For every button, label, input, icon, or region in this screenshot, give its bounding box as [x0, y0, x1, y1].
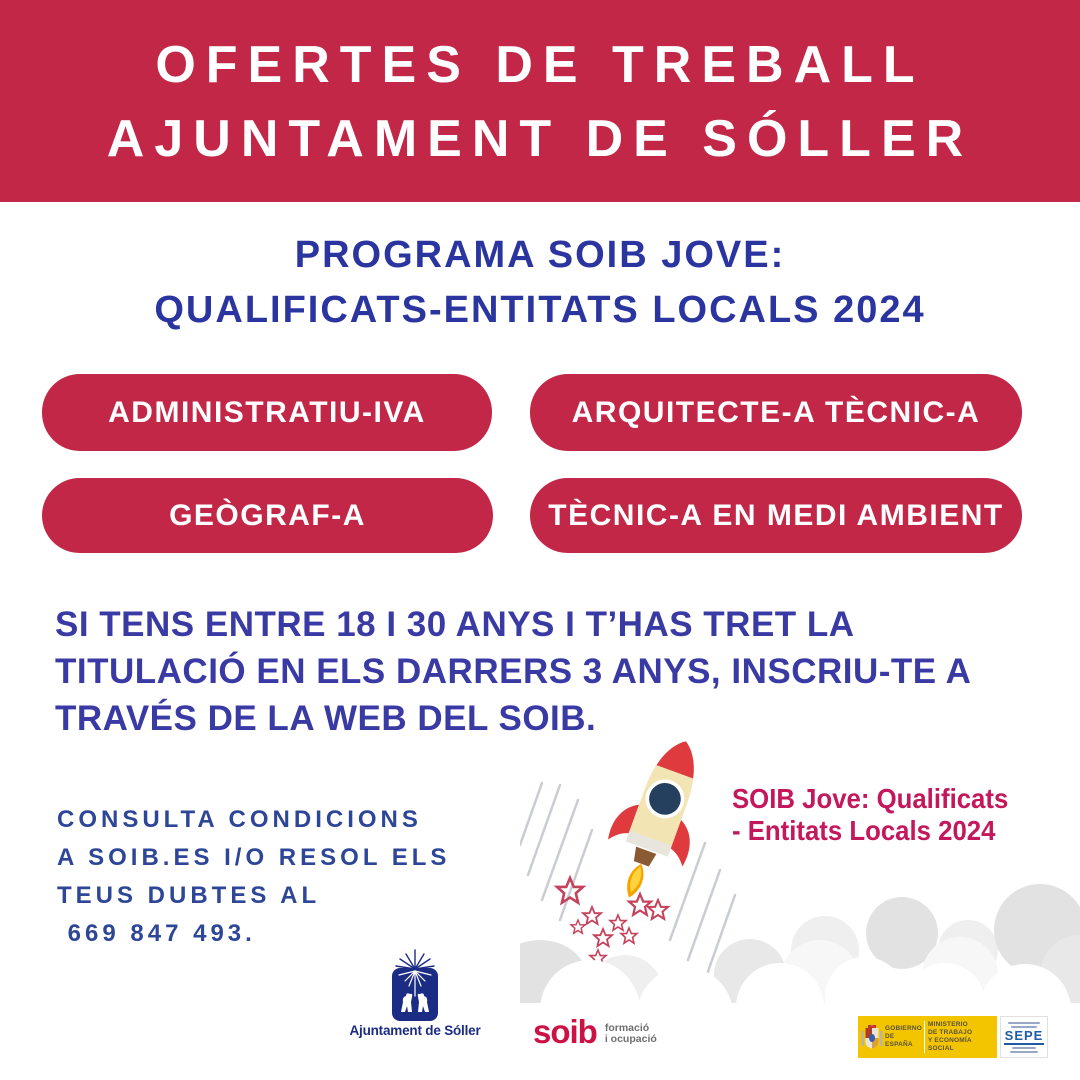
caption-line-2: - Entitats Locals 2024 [732, 815, 996, 846]
soib-tagline [605, 1023, 657, 1045]
position-pill-label: ADMINISTRATIU-IVA [108, 395, 426, 429]
contact-line-3: TEUS DUBTES AL [57, 882, 321, 909]
ajuntament-emblem-icon [385, 944, 445, 1022]
header-banner [0, 0, 1080, 202]
contact-line-1: CONSULTA CONDICIONS [57, 806, 422, 833]
ministerio-text [928, 1021, 988, 1053]
soib-tagline-line-2: i ocupació [604, 1033, 657, 1045]
ministerio-line-3: Y ECONOMÍA SOCIAL [928, 1037, 972, 1052]
position-pill-tecnic-medi-ambient [530, 478, 1022, 553]
contact-text [57, 801, 450, 953]
government-logos [858, 1016, 1048, 1058]
sepe-fine-print-bar [1008, 1022, 1040, 1024]
eligibility-line-3: TRAVÉS DE LA WEB DEL SOIB. [55, 699, 597, 738]
caption-line-1: SOIB Jove: Qualificats [732, 783, 1009, 814]
program-title-line-2: QUALIFICATS-ENTITATS LOCALS 2024 [154, 289, 926, 331]
position-pill-label: TÈCNIC-A EN MEDI AMBIENT [548, 498, 1004, 532]
program-title-line-1: PROGRAMA SOIB JOVE: [294, 234, 786, 276]
spain-coat-of-arms-icon [861, 1022, 883, 1052]
illustration-caption [732, 783, 1008, 847]
eligibility-line-2: TITULACIÓ EN ELS DARRERS 3 ANYS, INSCRIU-TE A [55, 652, 972, 691]
banner-line-2: AJUNTAMENT DE SÓLLER [106, 110, 974, 168]
sepe-fine-print-bar [1012, 1047, 1036, 1049]
soib-logo [533, 1014, 657, 1050]
eligibility-line-1: SI TENS ENTRE 18 I 30 ANYS I T’HAS TRET LA [55, 605, 855, 644]
gobierno-line-2: DE ESPAÑA [885, 1033, 913, 1048]
gobierno-text [885, 1025, 921, 1049]
sepe-logo [1000, 1016, 1048, 1058]
program-title [0, 228, 1080, 338]
contact-phone: 669 847 493. [57, 920, 256, 947]
rocket-icon [591, 727, 724, 911]
ajuntament-label: Ajuntament de Sóller [349, 1023, 481, 1038]
sepe-fine-print-bar [1010, 1051, 1038, 1053]
gov-divider [924, 1021, 925, 1053]
position-pill-arquitecte [530, 374, 1022, 451]
position-pill-administratiu [42, 374, 492, 451]
soib-jove-illustration [520, 725, 1080, 1015]
position-pill-label: ARQUITECTE-A TÈCNIC-A [571, 395, 981, 429]
position-pill-geograf [42, 478, 493, 553]
clouds [520, 884, 1080, 1015]
contact-line-2: A SOIB.ES I/O RESOL ELS [57, 844, 451, 871]
position-pill-label: GEÒGRAF-A [169, 498, 366, 532]
rocket-clouds-graphic [520, 725, 1080, 1015]
ministerio-line-1: MINISTERIO [928, 1021, 968, 1028]
ajuntament-soller-logo [344, 944, 486, 1038]
sepe-wordmark: SEPE [1004, 1027, 1044, 1043]
soib-wordmark: soib [533, 1013, 597, 1050]
ministerio-line-2: DE TRABAJO [928, 1029, 973, 1036]
gobierno-line-1: GOBIERNO [885, 1025, 922, 1032]
banner-line-1: OFERTES DE TREBALL [155, 36, 925, 94]
eligibility-text [55, 601, 1045, 742]
soib-tagline-line-1: formació [604, 1022, 650, 1034]
gobierno-espana-banner [858, 1016, 997, 1058]
